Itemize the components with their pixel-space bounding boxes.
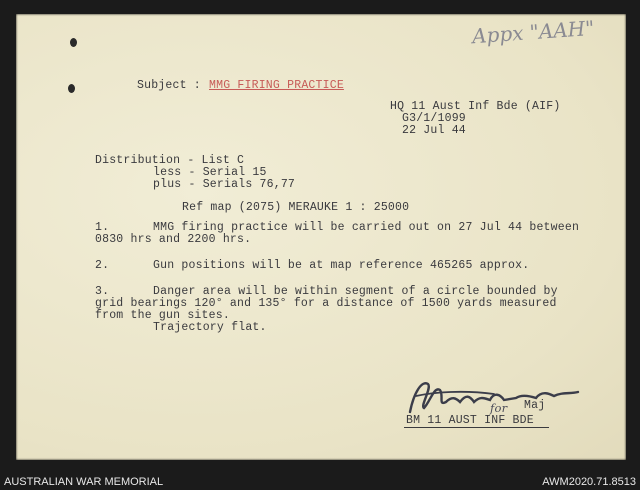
subject-label: Subject : xyxy=(137,79,201,92)
footer-accession: AWM2020.71.8513 xyxy=(542,476,636,488)
para-3-num: 3. xyxy=(95,285,110,298)
para-3-line4: Trajectory flat. xyxy=(153,321,267,334)
para-1-line1: MMG firing practice will be carried out on 27 Jul 44 between xyxy=(153,221,580,234)
para-2-num: 2. xyxy=(95,259,110,272)
para-3-line3: from the gun sites. xyxy=(95,309,230,322)
ref-map: Ref map (2075) MERAUKE 1 : 25000 xyxy=(182,201,410,214)
para-3-line1: Danger area will be within segment of a circle bounded by xyxy=(153,285,558,298)
header-date: 22 Jul 44 xyxy=(402,124,466,137)
header-ref: G3/1/1099 xyxy=(402,112,466,125)
appendix-annotation: Appx "AAH" xyxy=(471,15,596,49)
document-page xyxy=(16,14,626,460)
distribution-less: less - Serial 15 xyxy=(153,166,267,179)
header-unit: HQ 11 Aust Inf Bde (AIF) xyxy=(390,100,561,113)
distribution-label: Distribution - List C xyxy=(95,154,245,167)
punch-hole xyxy=(70,38,77,47)
footer-credit: AUSTRALIAN WAR MEMORIAL xyxy=(4,476,164,488)
signature-underline xyxy=(404,427,549,428)
subject-value: MMG FIRING PRACTICE xyxy=(209,79,344,92)
para-3-line2: grid bearings 120° and 135° for a distance of 1500 yards measured xyxy=(95,297,557,310)
distribution-plus: plus - Serials 76,77 xyxy=(153,178,296,191)
para-2-line1: Gun positions will be at map reference 465265 approx. xyxy=(153,259,530,272)
signature-rank: Maj xyxy=(524,399,546,412)
punch-hole xyxy=(68,84,75,93)
para-1-line2: 0830 hrs and 2200 hrs. xyxy=(95,233,252,246)
para-1-num: 1. xyxy=(95,221,110,234)
signature-for: for xyxy=(490,401,508,415)
signature-title: BM 11 AUST INF BDE xyxy=(406,414,534,427)
